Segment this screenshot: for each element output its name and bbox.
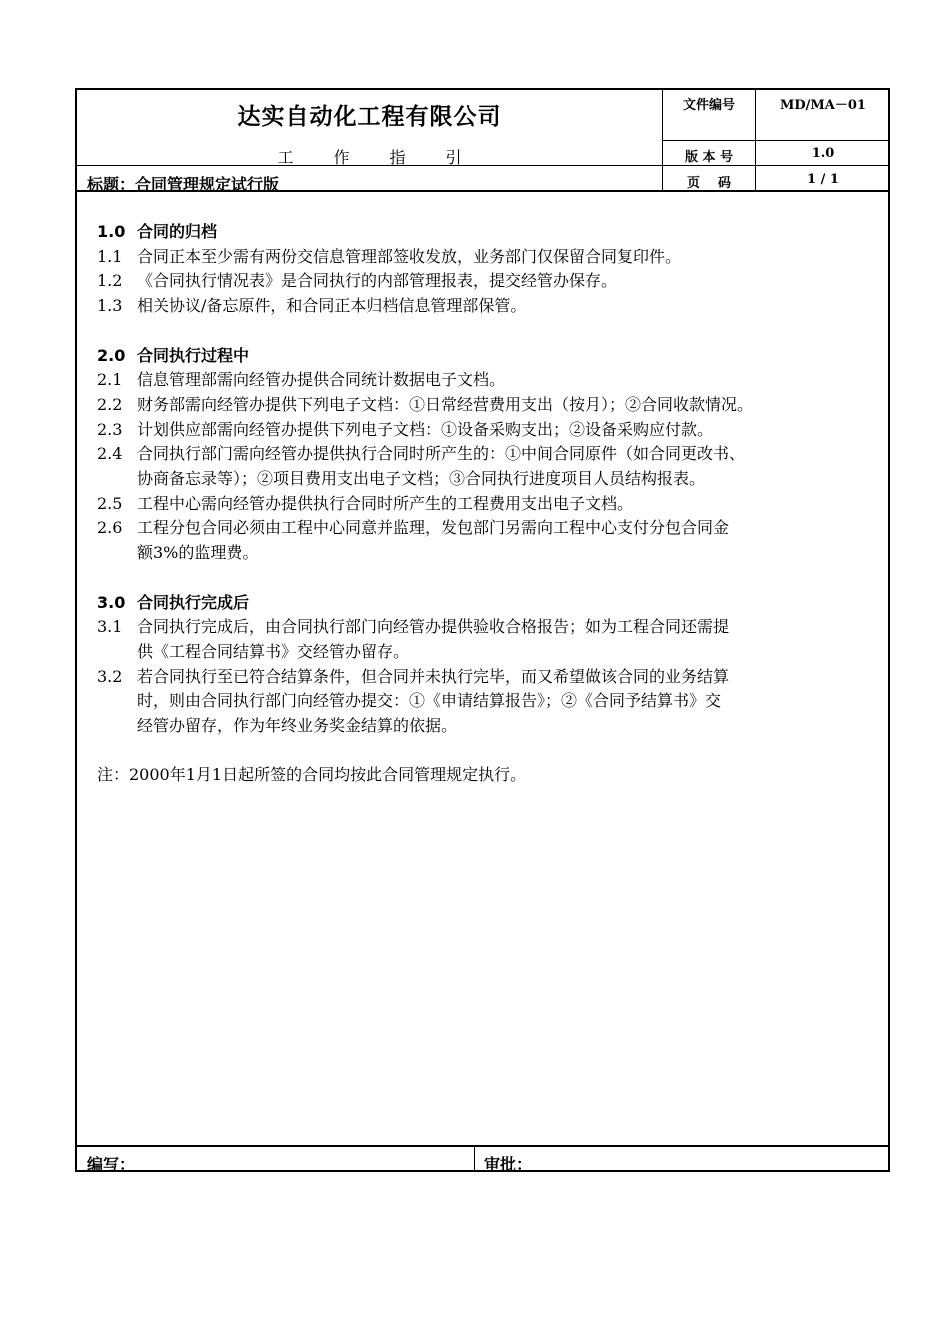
list-item — [97, 368, 887, 393]
item-number: 1.1 — [97, 246, 123, 266]
list-item-continuation — [97, 467, 887, 492]
item-text: 时，则由合同执行部门向经管办提交：①《申请结算报告》；②《合同予结算书》交 — [137, 691, 722, 711]
document-frame — [75, 88, 890, 1172]
page-label: 页 码 — [686, 176, 732, 191]
item-text: 财务部需向经管办提供下列电子文档：①日常经营费用支出（按月）；②合同收款情况。 — [137, 394, 754, 414]
version-value: 1.0 — [811, 146, 835, 161]
list-item-continuation — [97, 640, 887, 665]
section-heading — [97, 220, 887, 245]
section-title: 合同执行过程中 — [137, 345, 250, 365]
item-text: 若合同执行至已符合结算条件，但合同并未执行完毕，而又希望做该合同的业务结算 — [137, 666, 730, 686]
item-text: 供《工程合同结算书》交经管办留存。 — [137, 641, 410, 661]
document-type: 工作指引 — [277, 148, 502, 167]
item-number: 2.2 — [97, 394, 123, 414]
list-item-continuation — [97, 714, 887, 739]
section-number: 2.0 — [97, 345, 126, 365]
item-number: 2.1 — [97, 370, 123, 390]
item-number: 3.2 — [97, 666, 123, 686]
item-text: 额3%的监理费。 — [137, 543, 259, 563]
footer-divider — [474, 1145, 475, 1172]
list-item-continuation — [97, 541, 887, 566]
item-number: 2.4 — [97, 444, 123, 464]
item-text: 《合同执行情况表》是合同执行的内部管理报表，提交经管办保存。 — [137, 271, 618, 291]
item-text: 协商备忘录等）；②项目费用支出电子文档；③合同执行进度项目人员结构报表。 — [137, 469, 706, 489]
item-number: 2.5 — [97, 493, 123, 513]
item-number: 3.1 — [97, 617, 123, 637]
section-heading — [97, 344, 887, 369]
item-number: 1.2 — [97, 271, 123, 291]
version-label: 版 本 号 — [684, 150, 734, 165]
doc-number-value: MD/MA－01 — [780, 98, 866, 113]
section-title: 合同的归档 — [137, 222, 218, 241]
item-number: 1.3 — [97, 296, 123, 316]
list-item — [97, 615, 887, 640]
item-text: 合同正本至少需有两份交信息管理部签收发放，业务部门仅保留合同复印件。 — [137, 246, 682, 266]
list-item — [97, 665, 887, 690]
list-item — [97, 442, 887, 467]
document-title: 标题：合同管理规定试行版 — [87, 175, 280, 194]
meta-row-line — [662, 140, 890, 141]
item-text: 计划供应部需向经管办提供下列电子文档：①设备采购支出；②设备采购应付款。 — [137, 419, 714, 439]
author-label: 编写： — [87, 1155, 136, 1174]
item-text: 经管办留存，作为年终业务奖金结算的依据。 — [137, 716, 458, 736]
item-number: 2.3 — [97, 419, 123, 439]
list-item — [97, 418, 887, 443]
section-number: 3.0 — [97, 592, 126, 612]
item-text: 相关协议/备忘原件，和合同正本归档信息管理部保管。 — [137, 296, 527, 316]
list-item — [97, 269, 887, 294]
list-item — [97, 492, 887, 517]
section-number: 1.0 — [97, 222, 126, 241]
list-item — [97, 294, 887, 319]
approver-label: 审批： — [484, 1155, 533, 1174]
list-item-continuation — [97, 689, 887, 714]
item-number: 2.6 — [97, 518, 123, 538]
company-name: 达实自动化工程有限公司 — [237, 104, 502, 130]
item-text: 工程中心需向经管办提供执行合同时所产生的工程费用支出电子文档。 — [137, 493, 634, 513]
list-item — [97, 516, 887, 541]
document-body — [97, 220, 887, 788]
page-value: 1 / 1 — [807, 172, 839, 187]
item-text: 合同执行完成后，由合同执行部门向经管办提供验收合格报告；如为工程合同还需提 — [137, 617, 730, 637]
footer-top-line — [77, 1145, 890, 1147]
list-item — [97, 245, 887, 270]
doc-number-label: 文件编号 — [682, 98, 735, 113]
item-text: 合同执行部门需向经管办提供执行合同时所产生的：①中间合同原件（如合同更改书、 — [137, 444, 746, 464]
note-text: 注：2000年1月1日起所签的合同均按此合同管理规定执行。 — [97, 765, 527, 785]
item-text: 工程分包合同必须由工程中心同意并监理，发包部门另需向工程中心支付分包合同金 — [137, 518, 730, 538]
section-heading — [97, 591, 887, 616]
item-text: 信息管理部需向经管办提供合同统计数据电子文档。 — [137, 370, 506, 390]
list-item — [97, 393, 887, 418]
note — [97, 763, 887, 788]
section-title: 合同执行完成后 — [137, 592, 250, 612]
